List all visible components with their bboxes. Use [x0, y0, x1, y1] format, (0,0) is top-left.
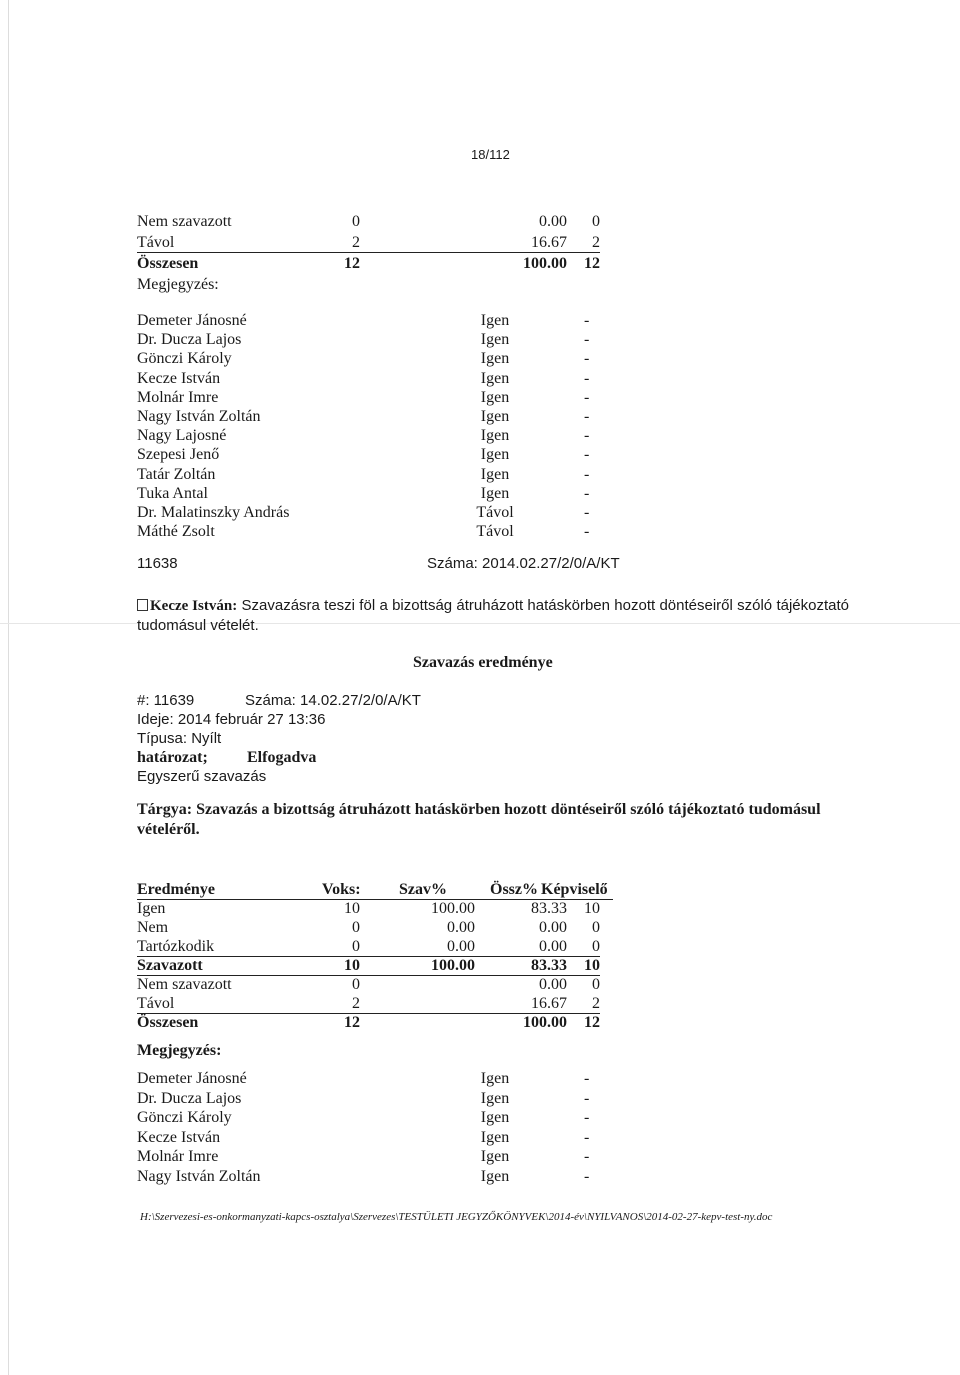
voter-name: Nagy István Zoltán: [137, 408, 261, 425]
voter-name: Tuka Antal: [137, 484, 208, 502]
vote-ideje: Ideje: 2014 február 27 13:36: [137, 711, 326, 728]
voter-mark: -: [584, 312, 590, 329]
voter-name: Nagy István Zoltán: [137, 1167, 261, 1185]
row-underline: [137, 252, 600, 253]
row-label: Szavazott: [137, 957, 203, 974]
voter-mark: -: [584, 504, 590, 521]
header-szav: Szav%: [399, 881, 447, 898]
vote-szama: Száma: 14.02.27/2/0/A/KT: [245, 692, 421, 709]
voter-mark: -: [584, 1128, 590, 1146]
row-ossz: 0.00: [539, 919, 567, 936]
row-kep: 0: [592, 919, 600, 936]
row-ossz: 0.00: [539, 938, 567, 955]
row-voks: 2: [352, 995, 360, 1012]
voter-vote: Igen: [480, 1070, 510, 1087]
voter-vote: Igen: [480, 465, 510, 483]
row-voks: 0: [352, 919, 360, 936]
row-label: Igen: [137, 900, 166, 917]
row-label: Távol: [137, 995, 175, 1012]
result-heading: Szavazás eredménye: [413, 654, 553, 671]
row-szav: 0.00: [447, 919, 475, 936]
row-label: Nem: [137, 919, 169, 936]
row-ossz: 83.33: [531, 957, 567, 974]
checkbox-icon: [137, 599, 148, 611]
row-label: Összesen: [137, 255, 199, 272]
voter-vote: Igen: [480, 388, 510, 406]
scan-margin-line: [8, 0, 9, 1375]
row-voks: 10: [344, 957, 360, 974]
voter-name: Dr. Ducza Lajos: [137, 331, 242, 349]
row-kep: 0: [592, 938, 600, 955]
voter-name: Dr. Ducza Lajos: [137, 1089, 242, 1107]
row-kep: 12: [584, 1014, 600, 1031]
voter-vote: Igen: [480, 427, 510, 445]
row-voks: 2: [352, 234, 360, 251]
speech-paragraph: [137, 596, 849, 636]
footer-path: H:\Szervezesi-es-onkormanyzati-kapcs-osztalya\Szervezes\TESTÜLETI JEGYZŐKÖNYVEK\2014-év\NYILVANOS\2014-02-27-kepv-test-ny.doc: [140, 1211, 773, 1223]
voter-vote: Igen: [480, 350, 510, 368]
voter-mark: -: [584, 465, 590, 483]
voter-name: Kecze István: [137, 1128, 221, 1146]
voter-mark: -: [584, 369, 590, 387]
voter-mark: -: [584, 446, 590, 464]
voter-vote: Igen: [480, 484, 510, 502]
voter-name: Demeter Jánosné: [137, 1070, 247, 1087]
row-ossz: 100.00: [523, 255, 567, 272]
row-kep: 12: [584, 255, 600, 272]
row-ossz: 16.67: [531, 234, 567, 251]
page-number: 18/112: [471, 147, 510, 162]
row-szav: 0.00: [447, 938, 475, 955]
voter-mark: -: [584, 523, 590, 541]
row-voks: 10: [344, 900, 360, 917]
row-voks: 12: [344, 255, 360, 272]
voter-vote: Igen: [480, 408, 510, 425]
row-voks: 0: [352, 213, 360, 230]
voter-mark: -: [584, 408, 590, 425]
voter-mark: -: [584, 1109, 590, 1126]
voter-vote: Igen: [480, 1167, 510, 1185]
voter-vote: Igen: [480, 1148, 510, 1165]
voter-vote: Igen: [480, 369, 510, 387]
voter-name: Molnár Imre: [137, 388, 219, 406]
item-szama: Száma: 2014.02.27/2/0/A/KT: [427, 555, 620, 572]
row-label: Nem szavazott: [137, 976, 232, 993]
vote-mode: Egyszerű szavazás: [137, 768, 267, 785]
row-ossz: 83.33: [531, 900, 567, 917]
row-label: Tartózkodik: [137, 938, 215, 955]
vote-subject: [137, 800, 849, 840]
voter-vote: Igen: [480, 1089, 510, 1107]
voter-vote: Igen: [480, 331, 510, 349]
header-ossz: Össz%: [490, 881, 538, 898]
voter-name: Kecze István: [137, 369, 221, 387]
voter-name: Nagy Lajosné: [137, 427, 227, 445]
voter-name: Dr. Malatinszky András: [137, 504, 290, 521]
vote-id-line: #: 11639: [137, 692, 195, 709]
speaker-name: Kecze István:: [150, 598, 238, 614]
row-szav: 100.00: [431, 957, 475, 974]
row-voks: 12: [344, 1014, 360, 1031]
voter-name: Gönczi Károly: [137, 350, 232, 368]
row-szav: 100.00: [431, 900, 475, 917]
voter-name: Tatár Zoltán: [137, 465, 216, 483]
row-ossz: 16.67: [531, 995, 567, 1012]
header-voks: Voks:: [322, 881, 361, 898]
row-label: Összesen: [137, 1014, 199, 1031]
voter-mark: -: [584, 484, 590, 502]
voter-name: Máthé Zsolt: [137, 523, 215, 541]
row-kep: 2: [592, 995, 600, 1012]
row-kep: 0: [592, 976, 600, 993]
row-ossz: 100.00: [523, 1014, 567, 1031]
voter-mark: -: [584, 388, 590, 406]
voter-vote: Távol: [476, 523, 514, 541]
voter-vote: Igen: [480, 1128, 510, 1146]
item-id: 11638: [137, 555, 178, 572]
voter-vote: Igen: [480, 446, 510, 464]
subject-label: Tárgya:: [137, 801, 193, 818]
voter-name: Molnár Imre: [137, 1148, 219, 1165]
voter-mark: -: [584, 1167, 590, 1185]
row-kep: 10: [584, 957, 600, 974]
row-label: Távol: [137, 234, 175, 251]
row-voks: 0: [352, 976, 360, 993]
voter-vote: Távol: [476, 504, 514, 521]
row-voks: 0: [352, 938, 360, 955]
top-note-label: Megjegyzés:: [137, 276, 219, 293]
voter-vote: Igen: [480, 312, 510, 329]
row-kep: 0: [592, 213, 600, 230]
voter-mark: -: [584, 1148, 590, 1165]
row-ossz: 0.00: [539, 213, 567, 230]
header-kepviselo: Képviselő: [541, 881, 608, 898]
row-ossz: 0.00: [539, 976, 567, 993]
subject-text: Szavazás a bizottság átruházott hatáskörben hozott döntéseiről szóló tájékoztató tudomásul vételéről.: [137, 801, 821, 838]
voter-vote: Igen: [480, 1109, 510, 1126]
voter-name: Demeter Jánosné: [137, 312, 247, 329]
voter-mark: -: [584, 1089, 590, 1107]
hatarozat-value: Elfogadva: [247, 749, 317, 766]
voter-mark: -: [584, 1070, 590, 1087]
header-eredmenye: Eredménye: [137, 881, 215, 898]
bottom-note-label: Megjegyzés:: [137, 1042, 222, 1059]
row-kep: 2: [592, 234, 600, 251]
hatarozat-label: határozat;: [137, 749, 208, 766]
row-kep: 10: [584, 900, 600, 917]
voter-name: Gönczi Károly: [137, 1109, 232, 1126]
speech-text: Szavazásra teszi föl a bizottság átruházott hatáskörben hozott döntéseiről szóló tájékoztató tudomásul vételét.: [137, 597, 849, 634]
voter-mark: -: [584, 350, 590, 368]
vote-tipusa: Típusa: Nyílt: [137, 730, 222, 747]
voter-mark: -: [584, 331, 590, 349]
row-label: Nem szavazott: [137, 213, 232, 230]
voter-name: Szepesi Jenő: [137, 446, 220, 464]
voter-mark: -: [584, 427, 590, 445]
